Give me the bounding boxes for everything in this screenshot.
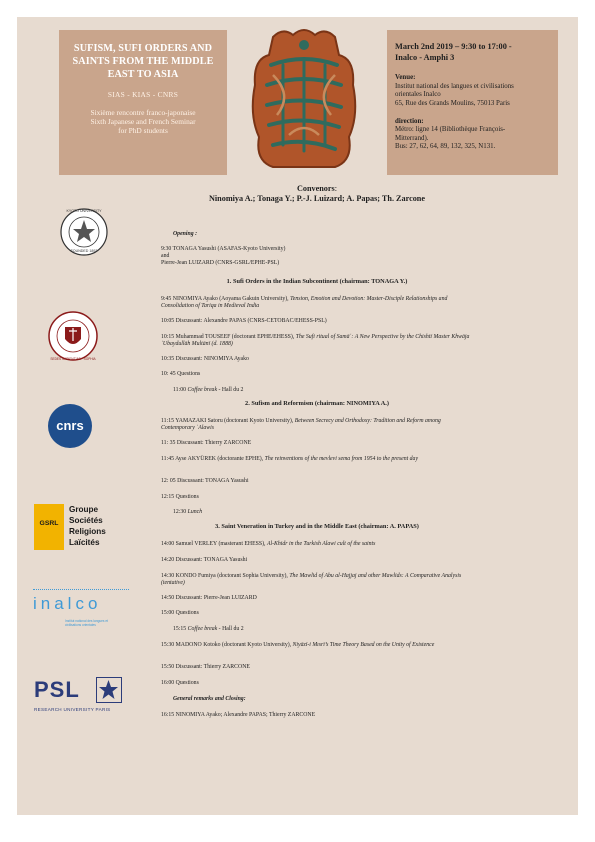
break-label: Coffee break <box>187 626 218 632</box>
kyoto-top-text: KYOTO UNIVERSITY <box>66 209 102 213</box>
gsrl-line: Laïcités <box>69 538 100 547</box>
talk-title: Between Secrecy and Orthodoxy: Tradition and Reform among Contemporary ʿAlawis <box>161 418 441 432</box>
date-line: March 2nd 2019 – 9:30 to 17:00 - <box>395 42 512 51</box>
program-item <box>161 626 473 633</box>
break-place: - Hall du 2 <box>217 626 244 632</box>
direction-line: Bus: 27, 62, 64, 89, 132, 325, N131. <box>395 143 496 151</box>
event-date <box>395 42 558 63</box>
talk-speaker: 11:45 Ayse AKYÜREK (doctorante EPHE), <box>161 456 265 462</box>
star-icon <box>97 678 120 701</box>
break-time: 12:30 <box>173 509 188 515</box>
program-item: 10:35 Discussant: NINOMIYA Ayako <box>161 356 249 362</box>
program-item <box>161 387 473 394</box>
cnrs-logo <box>47 403 93 449</box>
program-line: Pierre-Jean LUIZARD (CNRS-GSRL/EPHE-PSL) <box>161 260 280 267</box>
section-heading-3: 3. Saint Veneration in Turkey and in the Middle East (chairman: A. PAPAS) <box>215 523 419 530</box>
seminar-note <box>59 108 227 136</box>
cnrs-text: cnrs <box>56 418 84 433</box>
psl-text: PSL <box>34 677 80 702</box>
program-item: 10: 45 Questions <box>161 371 201 377</box>
opening-label: Opening : <box>173 231 197 237</box>
program-item: 14:50 Discussant: Pierre-Jean LUIZARD <box>161 595 257 601</box>
program-item: 16:00 Questions <box>161 680 199 686</box>
program-item: 14:20 Discussant: TONAGA Yasushi <box>161 557 248 563</box>
direction-block <box>395 118 558 152</box>
poster-page <box>17 17 578 815</box>
program-item: 16:15 NINOMIYA Ayako; Alexandre PAPAS; Thierry ZARCONE <box>161 712 316 718</box>
talk-title: Niyāzī-i Mısrī’s Time Theory Based on the Unity of Existence <box>292 642 435 648</box>
artwork-image <box>243 25 365 175</box>
closing-label: General remarks and Closing: <box>173 696 246 702</box>
note-line: Sixth Japanese and French Seminar <box>90 117 196 127</box>
inalco-logo <box>31 589 131 639</box>
program-item <box>161 541 473 548</box>
psl-subtext: RESEARCH UNIVERSITY PARIS <box>34 707 111 712</box>
break-label: Coffee break <box>187 387 218 393</box>
program-line: and <box>161 253 170 260</box>
talk-title: The Mawlid of Abu al-Hajjaj and other Mawlids: A Comparative Analysis (tentative) <box>161 573 462 587</box>
title-line: EAST TO ASIA <box>107 69 179 80</box>
venue-line: orientales Inalco <box>395 91 441 99</box>
gsrl-line: Religions <box>69 527 106 536</box>
program-item: 15:50 Discussant: Thierry ZARCONE <box>161 664 250 670</box>
note-line: for PhD students <box>118 126 168 136</box>
talk-speaker: 10:15 Muhammad TOUSEEF (doctorant EPHE/EHESS), <box>161 334 296 340</box>
info-box <box>387 30 558 175</box>
convenors-label: Convenors <box>296 184 335 193</box>
break-place: - Hall du 2 <box>217 387 244 393</box>
direction-label: direction: <box>395 117 424 125</box>
psl-logo <box>34 677 134 717</box>
venue-label: Venue: <box>395 74 416 82</box>
gsrl-yellow-block <box>34 504 64 550</box>
opening-speakers <box>161 246 473 268</box>
calligraphy-artwork <box>243 25 365 175</box>
program-line: 9:30 TONAGA Yasushi (ASAFAS-Kyoto University) <box>161 246 286 252</box>
talk-title: Tension, Emotion and Devotion: Master-Disciple Relationships and Consolidation of Tariqa in Medieval India <box>161 296 448 310</box>
title-line: SUFISM, SUFI ORDERS AND <box>73 43 213 54</box>
closing-heading <box>161 696 473 703</box>
program-item <box>161 509 473 516</box>
title-line: SAINTS FROM THE MIDDLE <box>72 56 214 67</box>
talk-speaker: 14:30 KONDO Fumiya (doctorant Sophia University), <box>161 573 290 579</box>
talk-title: The Sufi ritual of Samāʿ: A New Perspective by the Chishtī Master Khwāja ʿUbaydullāh Multānī (d. 1888) <box>161 334 470 348</box>
inalco-text: inalco <box>33 594 102 613</box>
program-item: 12: 05 Discussant: TONAGA Yasushi <box>161 478 249 484</box>
opening-heading <box>161 231 473 238</box>
event-title <box>65 42 221 81</box>
program-item <box>161 334 473 348</box>
convenors-block <box>147 184 487 205</box>
section-heading-2: 2. Sufism and Reformism (chairman: NINOMIYA A.) <box>245 400 389 407</box>
direction-line: Mitterrand). <box>395 134 429 142</box>
program-item <box>161 296 473 310</box>
program-item <box>161 456 473 463</box>
break-label: Lunch <box>187 509 203 515</box>
sophia-seal-icon <box>47 309 99 363</box>
convenors-names: Ninomiya A.; Tonaga Y.; P.-J. Luizard; A. Papas; Th. Zarcone <box>208 194 425 204</box>
program-item: 10:05 Discussant: Alexandre PAPAS (CNRS-CETOBAC/EHESS-PSL) <box>161 318 327 324</box>
psl-star-box <box>96 677 122 703</box>
gsrl-abbr: GSRL <box>39 520 59 527</box>
organizers-line: SIAS - KIAS - CNRS <box>107 90 179 99</box>
sophia-text: SEDES SAPIENTIAE · SOPHIA <box>50 357 96 361</box>
talk-speaker: 14:00 Samuel VERLEY (masterant EHESS), <box>161 541 267 547</box>
program-item <box>161 573 473 587</box>
gsrl-logo <box>34 504 134 552</box>
sophia-university-logo <box>47 309 99 363</box>
gsrl-name <box>69 504 106 548</box>
program-item <box>161 642 473 649</box>
date-line: Inalco - Amphi 3 <box>395 52 455 62</box>
program-item: 15:00 Questions <box>161 610 199 616</box>
break-time: 11:00 <box>173 387 188 393</box>
kyoto-university-logo <box>59 207 109 257</box>
program-item <box>161 418 473 432</box>
talk-title: Al-Khidr in the Turkish Alawi cult of the saints <box>266 541 376 547</box>
inalco-subtext: Institut national des langues et civilisations orientales <box>65 619 109 627</box>
gsrl-line: Groupe <box>69 505 99 514</box>
convenors-colon: : <box>334 184 338 193</box>
venue-line: Institut national des langues et civilisations <box>395 82 514 90</box>
talk-speaker: 15:30 MADONO Kotoko (doctorant Kyoto University), <box>161 642 293 648</box>
kyoto-bottom-text: FOUNDED 1897 <box>70 249 98 253</box>
note-line: Sixième rencontre franco-japonaise <box>90 108 196 117</box>
talk-speaker: 11:15 YAMAZAKI Satoru (doctorant Kyoto University), <box>161 418 295 424</box>
title-box <box>59 30 227 175</box>
program-item: 11: 35 Discussant: Thierry ZARCONE <box>161 440 252 446</box>
direction-line: Métro: ligne 14 (Bibliothèque François- <box>395 126 506 134</box>
talk-speaker: 9:45 NINOMIYA Ayako (Aoyama Gakuin University), <box>161 296 291 302</box>
venue-line: 65, Rue des Grands Moulins, 75013 Paris <box>395 99 510 107</box>
gsrl-line: Sociétés <box>69 516 103 525</box>
venue-block <box>395 74 558 108</box>
section-heading-1: 1. Sufi Orders in the Indian Subcontinent (chairman: TONAGA Y.) <box>226 278 408 285</box>
program-item: 12:15 Questions <box>161 494 199 500</box>
talk-title: The reinventions of the mevlevi sema from 1954 to the present day <box>264 456 419 462</box>
break-time: 15:15 <box>173 626 188 632</box>
